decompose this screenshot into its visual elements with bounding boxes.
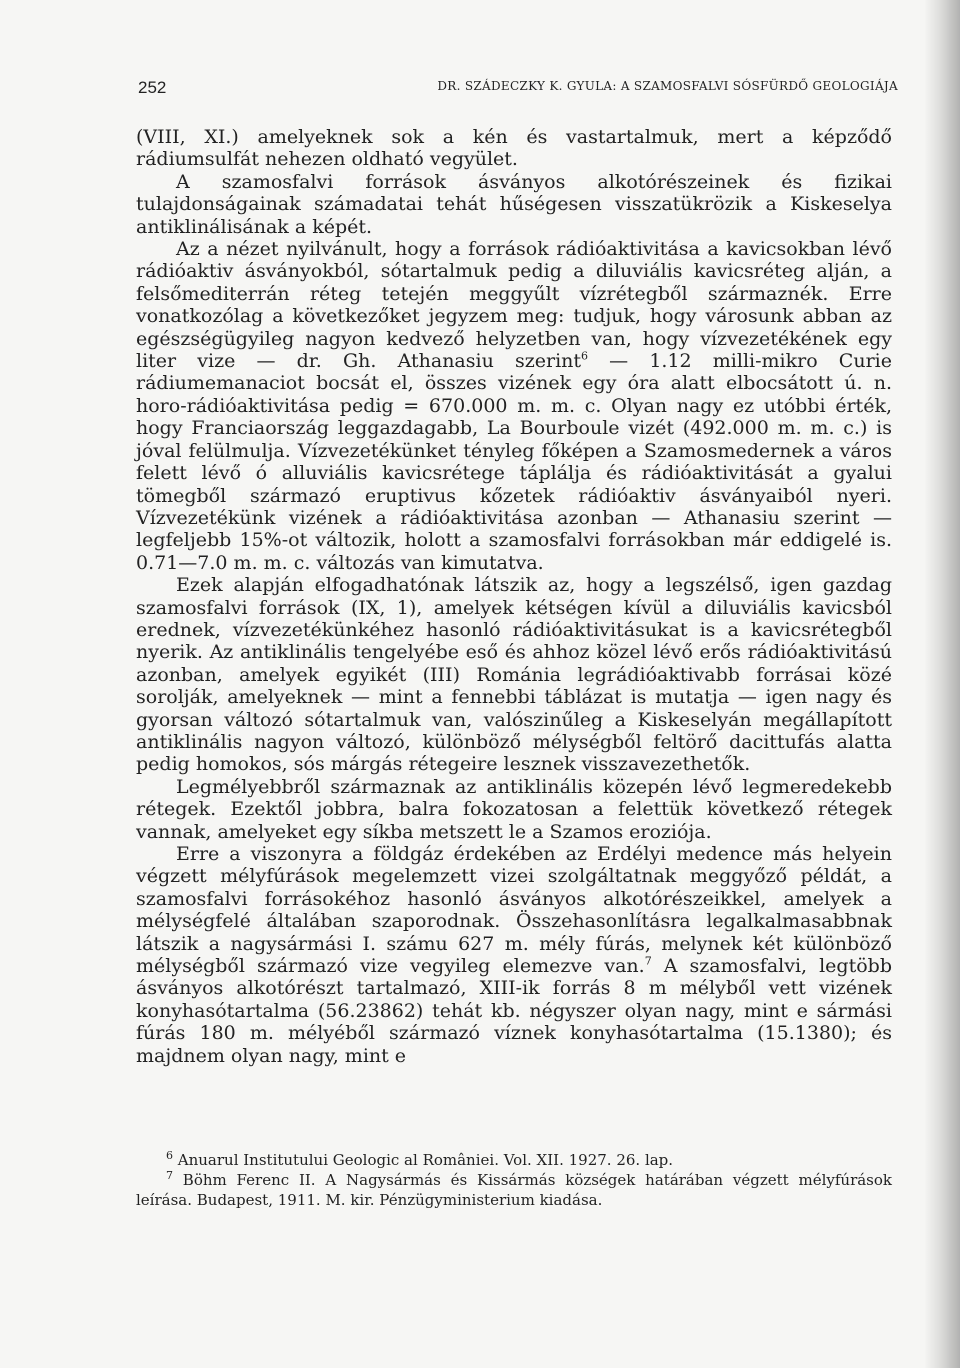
paragraph (136, 238, 892, 574)
footnote-marker: 6 (166, 1149, 173, 1162)
paragraph (136, 574, 892, 776)
footnote-text: Anuarul Institutului Geologic al României. Vol. XII. 1927. 26. lap. (173, 1151, 674, 1169)
page-number: 252 (138, 78, 167, 97)
paragraph-text: Az a nézet nyilvánult, hogy a források rádióaktivitása a kavicsokban lévő rádióaktiv ásványokból, sótartalmuk pedig a diluviális kavicsréteg alján, a felsőmediterrán réteg tetején meggyűlt vízrétegből származnék. Erre vonatkozólag a következőket jegyzem meg: tudjuk, hogy városunk abban az egészségügyileg nagyon kedvező helyzetben van, hogy vízvezetékének egy liter vize — dr. Gh. Athanasiu szerint (136, 238, 892, 373)
footnote (136, 1170, 892, 1210)
body-text (136, 126, 892, 1067)
paragraph (136, 843, 892, 1067)
footnote-marker: 7 (166, 1169, 173, 1182)
footnote-ref: 6 (581, 349, 589, 363)
page-edge-shadow (924, 0, 960, 1368)
paragraph-text: Legmélyebbről származnak az antiklinális közepén lévő legmeredekebb rétegek. Ezektől jobbra, balra fokozatosan a felettük következő rétegek vannak, amelyeket egy síkba metszett le a Szamos eroziója. (136, 775, 892, 843)
paragraph-text: Ezek alapján elfogadhatónak látszik az, hogy a legszélső, igen gazdag szamosfalvi források (IX, 1), amelyek kétségen kívül a diluviális kavicsból erednek, vízvezetékünkéhez hasonló rádióaktivitásukat is a kavicsrétegből nyerik. Az antiklinális tengelyébe eső és ahhoz közel lévő erős rádióaktivitású azonban, amelyek egyikét (III) Románia legrádióaktivabb forrásai közé sorolják, amelyeknek — mint a fennebbi táblázat is mutatja — igen nagy és gyorsan változó sótartalmuk van, valószinűleg a Kiskeselyán megállapított antiklinális nagyon változó, különböző mélységből feltörő dacittufás alatta pedig homokos, sós márgás rétegeire lesznek visszavezethetők. (136, 574, 892, 776)
footnote (136, 1150, 892, 1170)
paragraph-text-continued: A szamosfalvi, legtöbb ásványos alkotórészt tartalmazó, XIII-ik forrás 8 m mélyből vett vizének konyhasótartalma (56.23862) tehát kb. négyszer olyan nagy, mint e sármási fúrás 180 m. mélyéből származó víznek konyhasótartalma (15.1380); és majdnem olyan nagy, mint e (136, 955, 892, 1067)
paragraph-text-continued: — 1.12 milli-mikro Curie rádiumemanaciot bocsát el, összes vizének egy óra alatt elbocsátott ú. n. horo-rádióaktivitása pedig = 670.000 m. m. c. Olyan nagy ez utóbbi érték, hogy Franciaország leggazdagabb, La Bourboule vizét (492.000 m. m. c.) is jóval felülmulja. Vízvezetékünket tényleg főképen a Szamosmedernek a város felett lévő ó alluviális kavicsrétege táplálja és rádióaktivitását a gyalui tömegből származó eruptivus kőzetek rádióaktiv ásványaiból nyeri. Vízvezetékünk vizének a rádióaktivitása azonban — Athanasiu szerint — legfeljebb 15%-ot változik, holott a szamosfalvi forrásokban már eddigelé is. 0.71—7.0 m. m. c. változás van kimutatva. (136, 350, 892, 574)
paragraph-text: (VIII, XI.) amelyeknek sok a kén és vastartalmuk, mert a képződő rádiumsulfát nehezen oldható vegyület. (136, 126, 892, 171)
paragraph (136, 776, 892, 843)
footnote-ref: 7 (644, 954, 652, 968)
paragraph (136, 126, 892, 171)
running-head: DR. SZÁDECZKY K. GYULA: A SZAMOSFALVI SÓSFÜRDŐ GEOLOGIÁJA (437, 79, 898, 93)
paragraph (136, 171, 892, 238)
footnote-text: Böhm Ferenc II. A Nagysármás és Kissármás községek határában végzett mélyfúrások leírása. Budapest, 1911. M. kir. Pénzügyministerium kiadása. (136, 1171, 892, 1209)
paragraph-text: Erre a viszonyra a földgáz érdekében az Erdélyi medence más helyein végzett mélyfúrások megelemzett vizei szolgáltatnak meggyőző példát, a szamosfalvi forrásokéhoz hasonló ásványos alkotórészeikkel, amelyek a mélységfelé általában szaporodnak. Összehasonlításra legalkalmasabbnak látszik a nagysármási I. számu 627 m. mély fúrás, melynek két különböző mélységből származó vize vegyileg elemezve van. (136, 843, 892, 978)
paragraph-text: A szamosfalvi források ásványos alkotórészeinek és fizikai tulajdonságainak számadatai tehát hűségesen visszatükrözik a Kiskeselya antiklinálisának a képét. (136, 170, 892, 238)
footnotes (136, 1150, 892, 1210)
page-header (138, 74, 898, 102)
